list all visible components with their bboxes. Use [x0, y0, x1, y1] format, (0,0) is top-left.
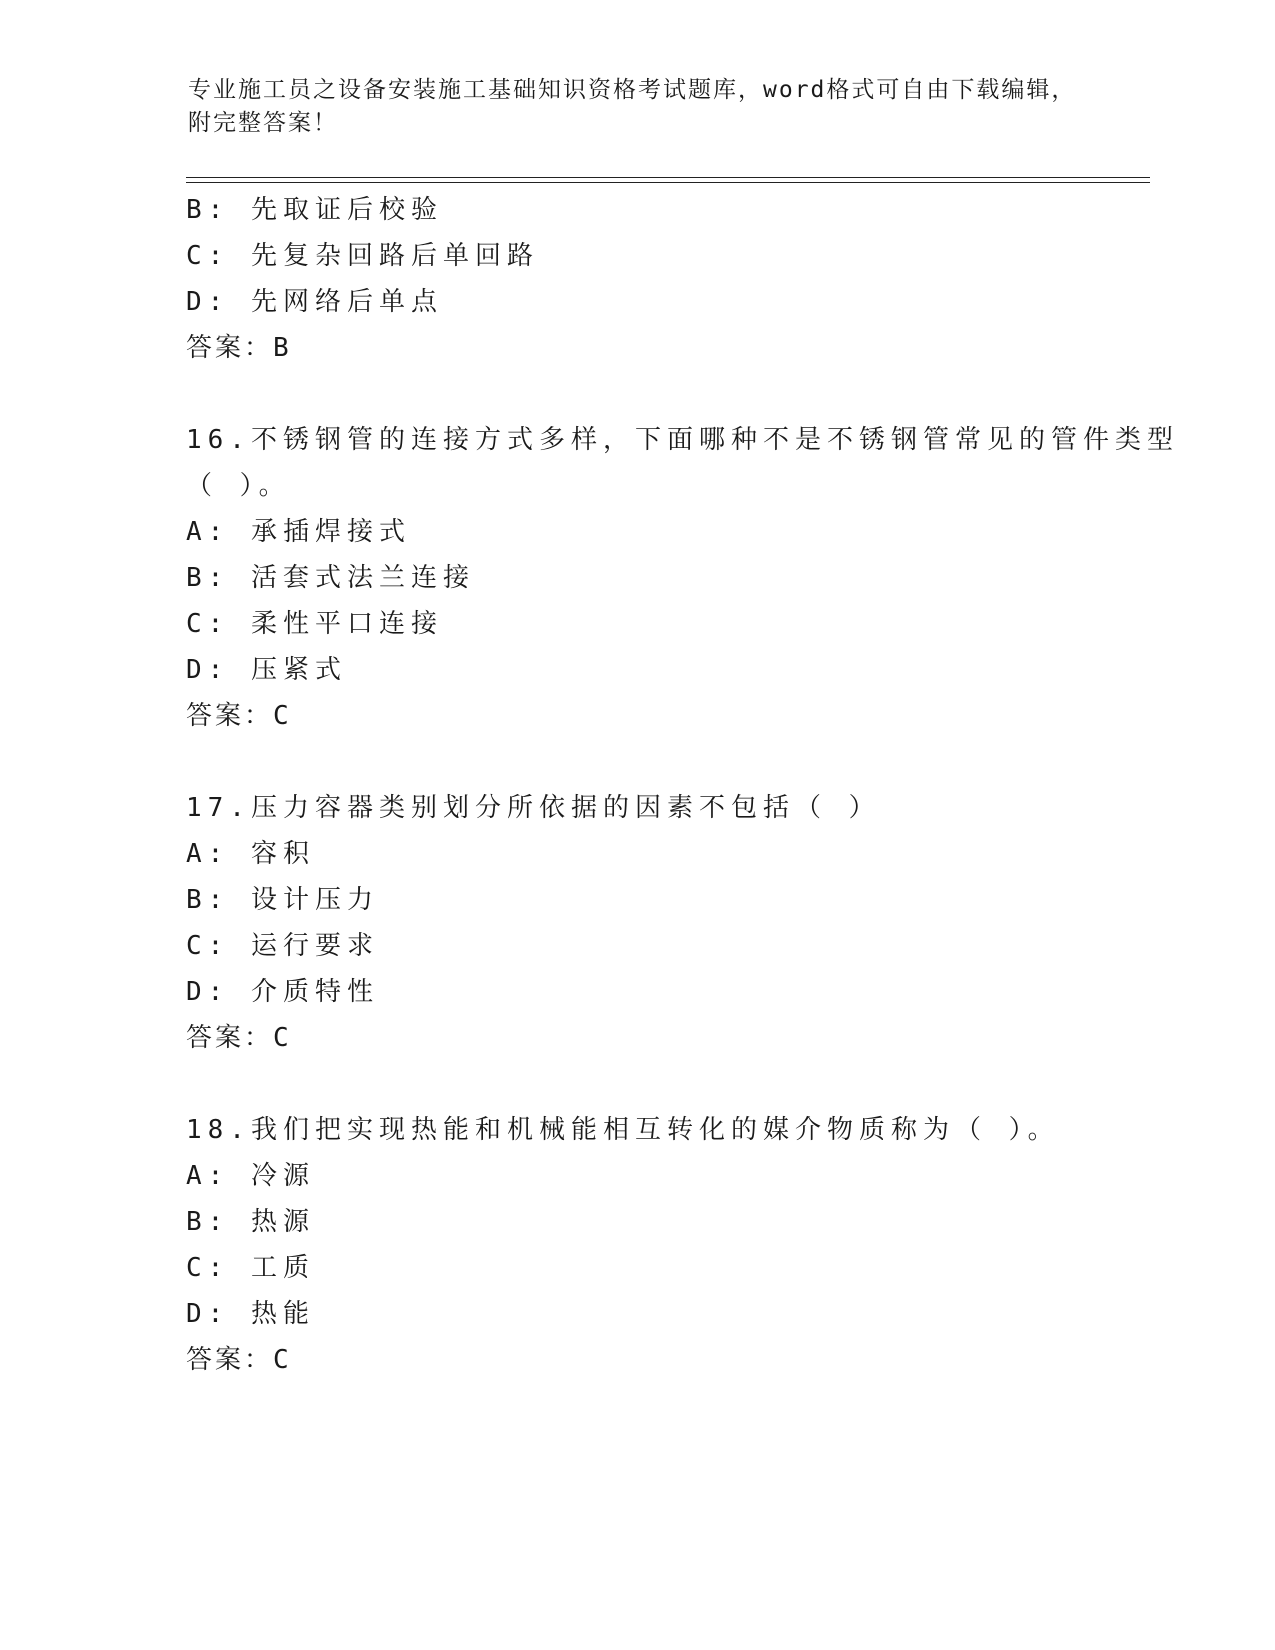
answer: 答案：C [186, 1023, 292, 1053]
question-stem: 17.压力容器类别划分所依据的因素不包括（ ） [186, 793, 881, 823]
option-a: A: 冷源 [186, 1161, 315, 1191]
option-b: B: 活套式法兰连接 [186, 563, 475, 593]
question-17 [186, 785, 1086, 1061]
header-divider-top [186, 177, 1150, 178]
option-d: D: 介质特性 [186, 977, 379, 1007]
option-c: C: 柔性平口连接 [186, 609, 443, 639]
question-18 [186, 1107, 1086, 1383]
question-list [186, 187, 1179, 1383]
spacer [186, 739, 1086, 785]
question-stem: 18.我们把实现热能和机械能相互转化的媒介物质称为（ ）。 [186, 1115, 1060, 1145]
question-15-tail [186, 187, 1086, 371]
option-d: D: 热能 [186, 1299, 315, 1329]
option-b: B: 先取证后校验 [186, 195, 443, 225]
option-c: C: 工质 [186, 1253, 315, 1283]
question-16 [186, 417, 1179, 739]
option-c: C: 先复杂回路后单回路 [186, 241, 539, 271]
answer: 答案：C [186, 1345, 292, 1375]
option-b: B: 设计压力 [186, 885, 379, 915]
option-d: D: 先网络后单点 [186, 287, 443, 317]
answer: 答案：B [186, 333, 292, 363]
header-line-1: 专业施工员之设备安装施工基础知识资格考试题库，word格式可自由下载编辑， [188, 77, 1077, 103]
question-stem: 16.不锈钢管的连接方式多样，下面哪种不是不锈钢管常见的管件类型 [186, 425, 1179, 455]
option-a: A: 承插焊接式 [186, 517, 411, 547]
spacer [186, 371, 1086, 417]
answer: 答案：C [186, 701, 292, 731]
document-header [188, 74, 1088, 140]
option-c: C: 运行要求 [186, 931, 379, 961]
option-a: A: 容积 [186, 839, 315, 869]
header-divider-bottom [186, 182, 1150, 183]
question-stem-continued: （ ）。 [186, 471, 291, 501]
header-line-2: 附完整答案！ [188, 110, 338, 136]
spacer [186, 1061, 1086, 1107]
option-d: D: 压紧式 [186, 655, 347, 685]
option-b: B: 热源 [186, 1207, 315, 1237]
